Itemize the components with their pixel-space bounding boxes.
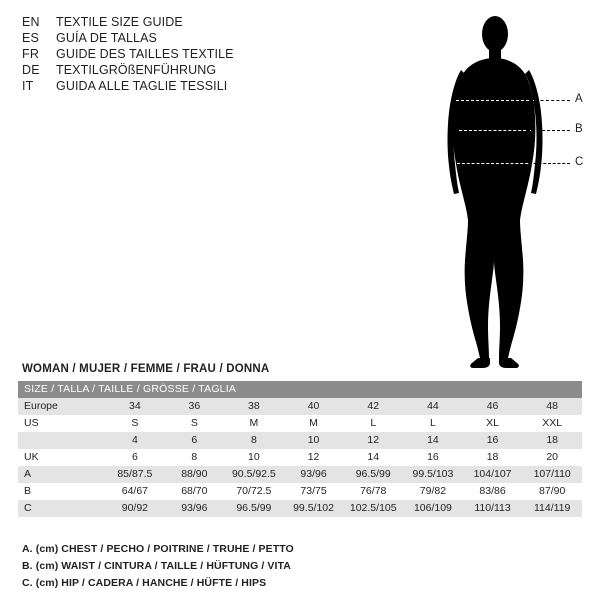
footnote-b: B. (cm) WAIST / CINTURA / TAILLE / HÜFTUNG / VITA — [22, 560, 291, 572]
cell: 8 — [224, 432, 284, 449]
measure-line-c — [529, 163, 570, 164]
row-label: Europe — [18, 398, 105, 415]
table-row — [18, 483, 582, 500]
cell: 12 — [284, 449, 344, 466]
cell: 104/107 — [463, 466, 523, 483]
measure-line-a — [530, 100, 570, 101]
language-row — [22, 31, 322, 45]
cell: 73/75 — [284, 483, 344, 500]
language-code: ES — [22, 31, 40, 45]
cell: 88/90 — [165, 466, 224, 483]
cell: 10 — [284, 432, 344, 449]
table-row — [18, 432, 582, 449]
language-code: DE — [22, 63, 40, 77]
table-row — [18, 500, 582, 517]
cell: 4 — [105, 432, 165, 449]
row-label: UK — [18, 449, 105, 466]
cell: XL — [463, 415, 523, 432]
table-row — [18, 415, 582, 432]
cell: 90.5/92.5 — [224, 466, 284, 483]
table-row — [18, 398, 582, 415]
cell: 102.5/105 — [343, 500, 403, 517]
footnotes — [22, 543, 502, 594]
cell: 93/96 — [165, 500, 224, 517]
table-row — [18, 466, 582, 483]
cell: 20 — [522, 449, 582, 466]
row-label: US — [18, 415, 105, 432]
cell: 44 — [403, 398, 463, 415]
cell: 76/78 — [343, 483, 403, 500]
size-table — [18, 381, 582, 517]
footnote-a: A. (cm) CHEST / PECHO / POITRINE / TRUHE / PETTO — [22, 543, 294, 555]
row-label — [18, 432, 105, 449]
cell: S — [165, 415, 224, 432]
cell: 99.5/102 — [284, 500, 344, 517]
cell: 16 — [403, 449, 463, 466]
measure-label-b: B — [575, 123, 583, 135]
measure-label-c: C — [575, 156, 584, 168]
cell: 18 — [522, 432, 582, 449]
language-title-block — [22, 15, 322, 95]
cell: 18 — [463, 449, 523, 466]
section-title: WOMAN / MUJER / FEMME / FRAU / DONNA — [22, 363, 270, 375]
cell: 42 — [343, 398, 403, 415]
cell: L — [403, 415, 463, 432]
row-label: C — [18, 500, 105, 517]
cell: 70/72.5 — [224, 483, 284, 500]
cell: M — [224, 415, 284, 432]
language-row — [22, 79, 322, 93]
cell: 107/110 — [522, 466, 582, 483]
language-title: GUÍA DE TALLAS — [56, 31, 157, 45]
cell: 64/67 — [105, 483, 165, 500]
cell: 36 — [165, 398, 224, 415]
footnote-c: C. (cm) HIP / CADERA / HANCHE / HÜFTE / HIPS — [22, 577, 267, 589]
cell: XXL — [522, 415, 582, 432]
cell: S — [105, 415, 165, 432]
cell: 8 — [165, 449, 224, 466]
measure-line-c-inner — [457, 163, 533, 164]
language-code: FR — [22, 47, 40, 61]
measure-label-a: A — [575, 93, 583, 105]
language-row — [22, 47, 322, 61]
cell: 38 — [224, 398, 284, 415]
cell: 34 — [105, 398, 165, 415]
row-label: B — [18, 483, 105, 500]
cell: 6 — [165, 432, 224, 449]
cell: 85/87.5 — [105, 466, 165, 483]
cell: 99.5/103 — [403, 466, 463, 483]
language-title: TEXTILGRÖßENFÜHRUNG — [56, 63, 217, 77]
female-silhouette-icon — [395, 8, 595, 368]
cell: 6 — [105, 449, 165, 466]
cell: 114/119 — [522, 500, 582, 517]
cell: 96.5/99 — [224, 500, 284, 517]
cell: 79/82 — [403, 483, 463, 500]
cell: 68/70 — [165, 483, 224, 500]
language-title: TEXTILE SIZE GUIDE — [56, 15, 183, 29]
language-row — [22, 63, 322, 77]
measure-line-a-inner — [456, 100, 534, 101]
cell: 96.5/99 — [343, 466, 403, 483]
table-header-row — [18, 381, 582, 398]
cell: 87/90 — [522, 483, 582, 500]
figure-diagram — [395, 8, 595, 368]
language-title: GUIDE DES TAILLES TEXTILE — [56, 47, 234, 61]
cell: 14 — [343, 449, 403, 466]
measure-line-b — [527, 130, 570, 131]
cell: 93/96 — [284, 466, 344, 483]
cell: 46 — [463, 398, 523, 415]
cell: 48 — [522, 398, 582, 415]
language-code: IT — [22, 79, 34, 93]
table-header-label: SIZE / TALLA / TAILLE / GRÖSSE / TAGLIA — [24, 383, 237, 395]
cell: M — [284, 415, 344, 432]
table-row — [18, 449, 582, 466]
language-title: GUIDA ALLE TAGLIE TESSILI — [56, 79, 228, 93]
language-code: EN — [22, 15, 40, 29]
cell: 40 — [284, 398, 344, 415]
cell: 10 — [224, 449, 284, 466]
cell: 106/109 — [403, 500, 463, 517]
cell: L — [343, 415, 403, 432]
cell: 110/113 — [463, 500, 523, 517]
measure-line-b-inner — [459, 130, 531, 131]
cell: 83/86 — [463, 483, 523, 500]
language-row — [22, 15, 322, 29]
cell: 12 — [343, 432, 403, 449]
row-label: A — [18, 466, 105, 483]
cell: 14 — [403, 432, 463, 449]
cell: 90/92 — [105, 500, 165, 517]
cell: 16 — [463, 432, 523, 449]
